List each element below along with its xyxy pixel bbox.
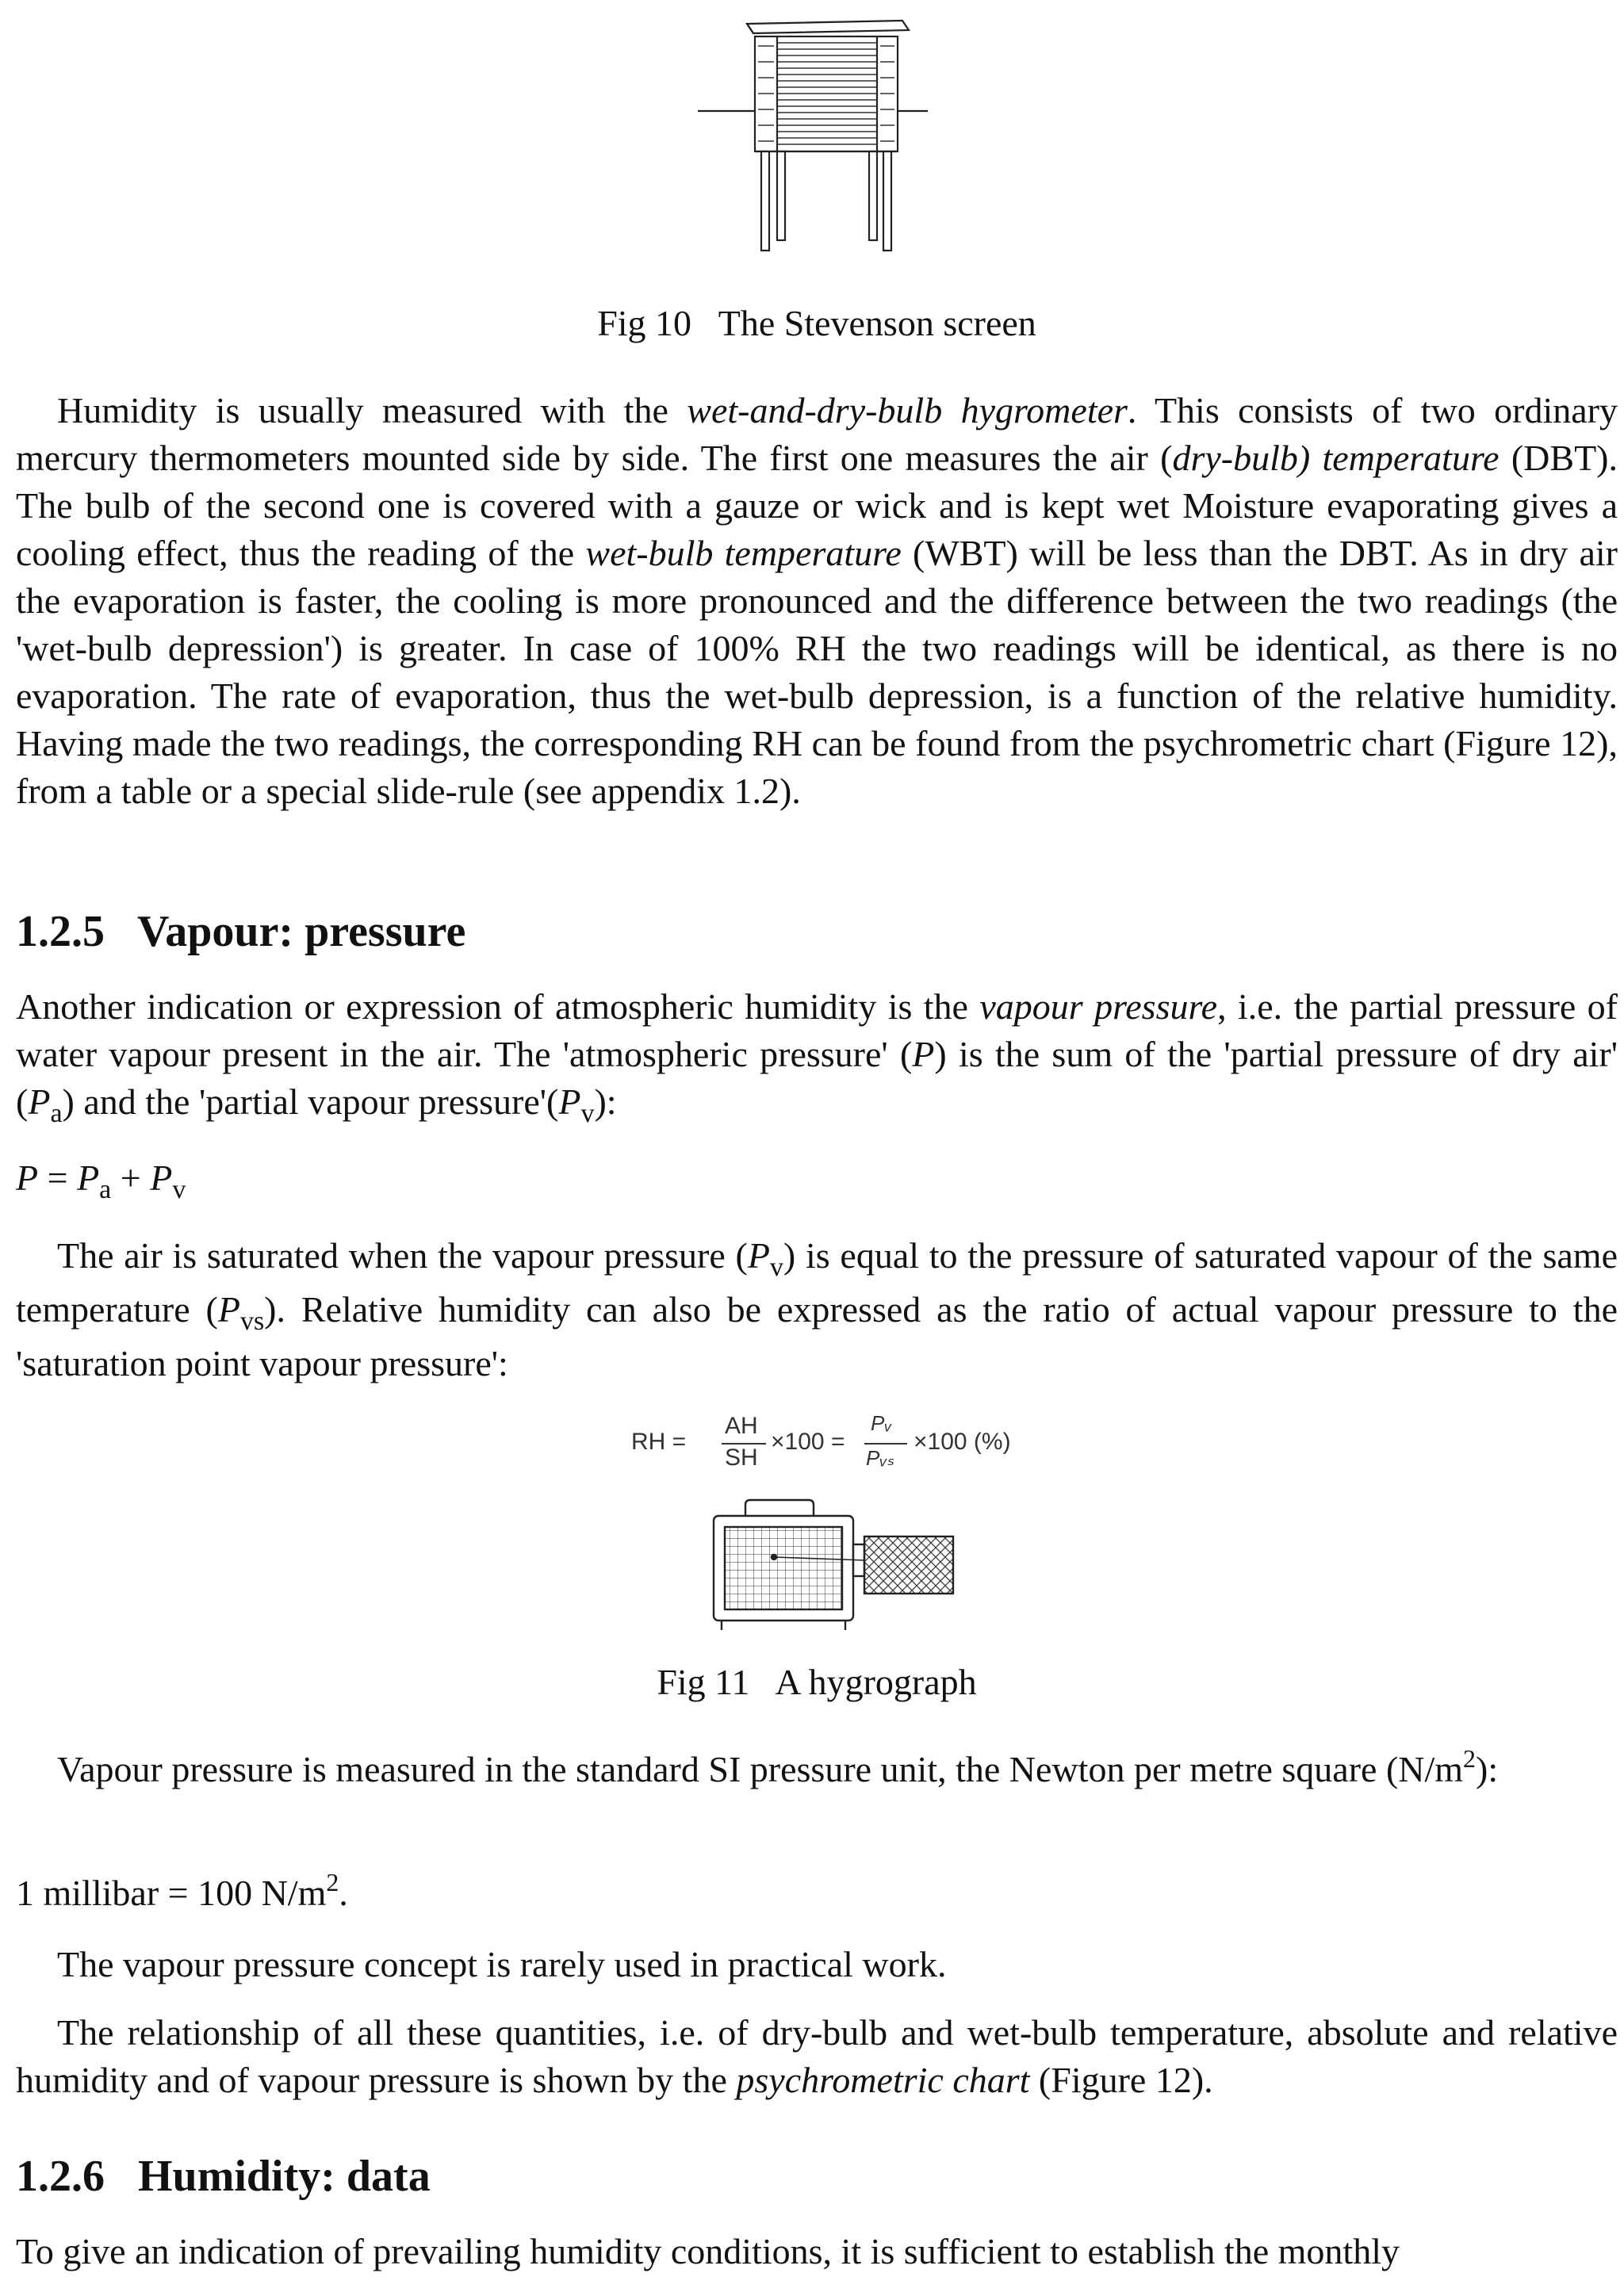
text-run: (WBT) will be less than the DBT. As in dry air the evaporation is faster, the cooling is more pronounced and the difference between the two readings (the 'wet-bulb depression') is greater. In case of 100% RH the two readings will be identical, as there is no evaporation. The rate of evaporation, thus the wet-bulb depression, is a function of the relative humidity. Having made the two readings, the corresponding RH can be found from the psychrometric chart (Figure 12), from a table or a special slide-rule (see appendix 1.2). — [16, 533, 1618, 811]
paragraph-humidity-data: To give an indication of prevailing humidity conditions, it is sufficient to establish the monthly — [16, 2231, 1400, 2271]
paragraph-units — [16, 1746, 1618, 1793]
fig10-caption: Fig 10 The Stevenson screen — [597, 303, 1036, 343]
text-run: The relationship of all these quantities, i.e. of dry-bulb and wet-bulb temperature, absolute and relative humidity and of vapour pressure is shown by the — [16, 2012, 1618, 2100]
symbol: P — [16, 1158, 39, 1198]
formula-denominator: Pᵥₛ — [866, 1446, 895, 1470]
text-run: (DBT). The bulb of the second one is covered with a gauze or wick and is kept wet Moisture evaporating gives a cooling effect, thus the reading of the — [16, 438, 1618, 573]
text-run: Another indication or expression of atmospheric humidity is the — [16, 986, 980, 1027]
text-run: , i.e. the partial pressure of water vapour present in the air. The 'atmospheric pressure' ( — [16, 986, 1618, 1074]
subscript: v — [769, 1253, 783, 1282]
millibar-definition — [16, 1869, 1618, 1917]
subscript: v — [172, 1175, 186, 1204]
paragraph-hygrometer — [16, 387, 1618, 815]
text-run: . This consists of two ordinary mercury thermometers mounted side by side. The first one measures the air ( — [16, 390, 1618, 478]
formula-numerator: AH — [725, 1413, 758, 1439]
hygrograph-illustration — [698, 1490, 959, 1633]
paragraph-rarely-used: The vapour pressure concept is rarely used in practical work. — [57, 1944, 947, 1984]
superscript: 2 — [326, 1868, 339, 1896]
text-run: ). Relative humidity can also be expressed as the ratio of actual vapour pressure to the 'saturation point vapour pressure': — [16, 1289, 1618, 1383]
symbol: P — [150, 1158, 173, 1198]
text-run: = — [38, 1158, 78, 1198]
text-run: + — [111, 1158, 151, 1198]
paragraph-saturation — [16, 1229, 1618, 1391]
paragraph-vapour-pressure — [16, 983, 1618, 1126]
symbol: P — [77, 1158, 100, 1198]
section-heading-1-2-5: 1.2.5 Vapour: pressure — [16, 907, 466, 956]
italic-term: psychrometric chart — [736, 2060, 1030, 2100]
subscript: a — [50, 1099, 63, 1128]
italic-term: dry-bulb) temperature — [1172, 438, 1500, 478]
text-run: ): — [594, 1081, 617, 1122]
subscript: v — [580, 1099, 595, 1128]
text-run: ) is the sum of the 'partial pressure of dry air' ( — [16, 1034, 1618, 1122]
text-run: (Figure 12). — [1029, 2060, 1213, 2100]
italic-term: wet-and-dry-bulb hygrometer — [687, 390, 1128, 430]
text-run: Vapour pressure is measured in the standard SI pressure unit, the Newton per metre square (N/m — [57, 1749, 1464, 1789]
symbol: P — [217, 1289, 240, 1330]
symbol: P — [747, 1235, 770, 1276]
equation-pressure-sum — [16, 1154, 1618, 1202]
formula-multiplier: ×100 (%) — [914, 1429, 1011, 1455]
subscript: a — [99, 1175, 112, 1204]
text-run: 1 millibar = 100 N/m — [16, 1873, 327, 1913]
italic-term: wet-bulb temperature — [585, 533, 902, 573]
fraction-bar — [864, 1443, 907, 1445]
text-run: ): — [1476, 1749, 1499, 1789]
text-run: ) and the 'partial vapour pressure'( — [62, 1081, 559, 1122]
formula-numerator: Pᵥ — [871, 1411, 892, 1435]
section-heading-1-2-6: 1.2.6 Humidity: data — [16, 2152, 431, 2201]
text-run: Humidity is usually measured with the — [57, 390, 688, 430]
formula-multiplier: ×100 = — [771, 1429, 845, 1455]
rh-formula — [631, 1413, 1044, 1476]
formula-lhs: RH = — [631, 1429, 687, 1455]
symbol: P — [558, 1081, 581, 1122]
text-run: The air is saturated when the vapour pressure ( — [57, 1235, 748, 1276]
formula-denominator: SH — [725, 1445, 758, 1471]
fig11-caption: Fig 11 A hygrograph — [657, 1662, 977, 1702]
symbol: P — [28, 1081, 51, 1122]
italic-term: vapour pressure — [979, 986, 1218, 1027]
stevenson-screen-illustration — [698, 14, 936, 260]
symbol: P — [912, 1034, 935, 1074]
paragraph-relationship — [16, 2009, 1618, 2104]
text-run: . — [339, 1873, 348, 1913]
text-run: ) is equal to the pressure of saturated vapour of the same temperature ( — [16, 1235, 1618, 1330]
subscript: vs — [239, 1307, 265, 1336]
superscript: 2 — [1463, 1744, 1477, 1773]
